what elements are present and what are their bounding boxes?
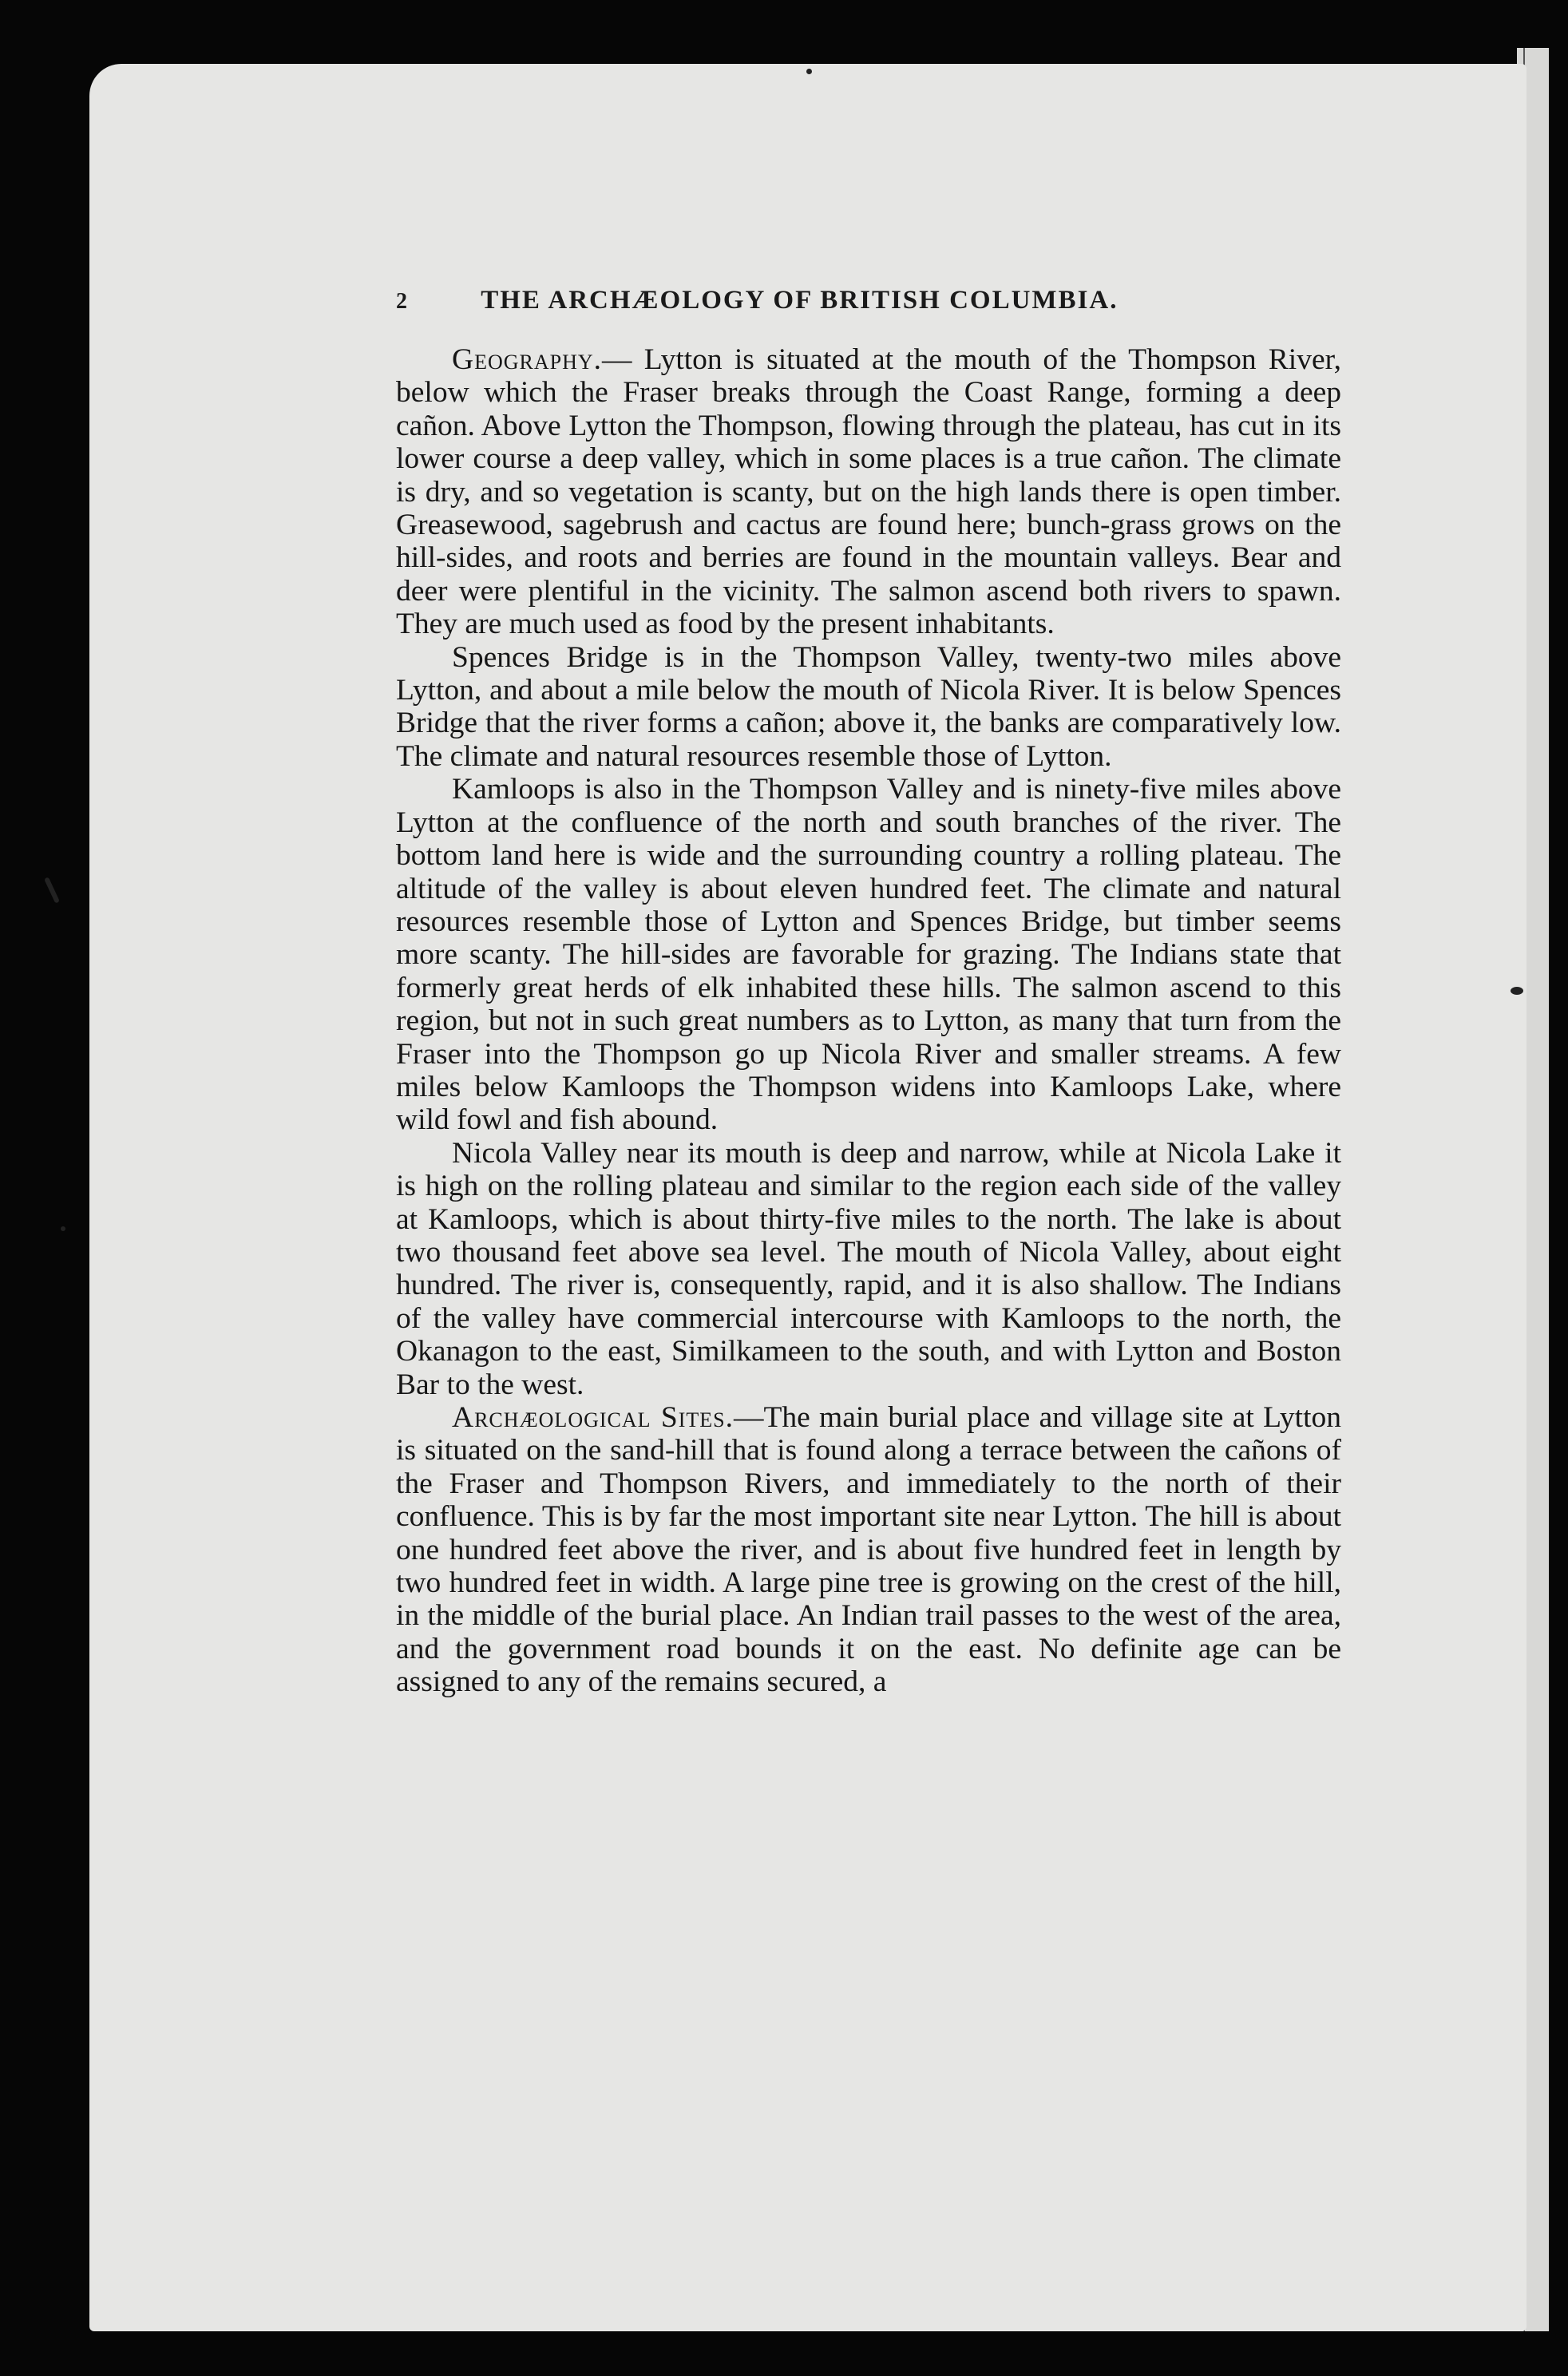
page-number: 2	[396, 289, 409, 314]
paragraph-nicola-valley	[396, 1137, 1341, 1401]
body-text	[396, 343, 1341, 1699]
speck-left-lower	[61, 1226, 65, 1231]
speck-left	[44, 877, 60, 903]
paragraph-text: Nicola Valley near its mouth is deep and narrow, while at Nicola Lake it is high on the rolling plateau and similar to the region each side of the valley at Kamloops, which is about thirty-five miles to the north. The lake is about two thousand feet above sea level. The mouth of Nicola Valley, about eight hundred. The river is, consequently, rapid, and it is also shallow. The Indians of the valley have commercial intercourse with Kamloops to the north, the Okanagon to the east, Similkameen to the south, and with Lytton and Boston Bar to the west.	[396, 1136, 1341, 1401]
paragraph-kamloops	[396, 773, 1341, 1136]
section-heading-archaeological-sites: Archæological Sites.	[452, 1401, 734, 1434]
paragraph-archaeological-sites	[396, 1401, 1341, 1699]
paragraph-text: Spences Bridge is in the Thompson Valley, twenty-two miles above Lytton, and about a mile below the mouth of Nicola River. It is below Spences Bridge that the river forms a cañon; above it, the banks are comparatively low. The climate and natural resources resemble those of Lytton.	[396, 640, 1341, 773]
running-head	[396, 286, 1306, 315]
running-title: THE ARCHÆOLOGY OF BRITISH COLUMBIA.	[481, 286, 1119, 315]
paragraph-text: Kamloops is also in the Thompson Valley and is ninety-five miles above Lytton at the confluence of the north and south branches of the river. The bottom land here is wide and the surrounding country a rolling plateau. The altitude of the valley is about eleven hundred feet. The climate and natural resources resemble those of Lytton and Spences Bridge, but timber seems more scanty. The hill-sides are favorable for grazing. The Indians state that formerly great herds of elk inhabited these hills. The salmon ascend to this region, but not in such great numbers as to Lytton, as many that turn from the Fraser into the Thompson go up Nicola River and smaller streams. A few miles below Kamloops the Thompson widens into Kamloops Lake, where wild fowl and fish abound.	[396, 773, 1341, 1137]
paragraph-spences-bridge	[396, 641, 1341, 774]
section-heading-geography: Geography.	[452, 343, 603, 376]
paragraph-text: —The main burial place and village site at Lytton is situated on the sand-hill that is found along a terrace between the cañons of the Fraser and Thompson Rivers, and immediately to the north of their confluence. This is by far the most important site near Lytton. The hill is about one hundred feet above the river, and is about five hundred feet in length by two hundred feet in width. A large pine tree is growing on the crest of the hill, in the middle of the burial place. An Indian trail passes to the west of the area, and the government road bounds it on the east. No definite age can be assigned to any of the remains secured, a	[396, 1401, 1341, 1699]
speck-top	[806, 69, 812, 74]
speck-right	[1511, 987, 1523, 995]
paragraph-text: — Lytton is situated at the mouth of the Thompson River, below which the Fraser breaks through the Coast Range, forming a deep cañon. Above Lytton the Thompson, flowing through the plateau, has cut in its lower course a deep valley, which in some places is a true cañon. The climate is dry, and so vegetation is scanty, but on the high lands there is open timber. Greasewood, sagebrush and cactus are found here; bunch-grass grows on the hill-sides, and roots and berries are found in the mountain valleys. Bear and deer were plentiful in the vicinity. The salmon ascend both rivers to spawn. They are much used as food by the present inhabitants.	[396, 343, 1341, 641]
paragraph-geography	[396, 343, 1341, 641]
